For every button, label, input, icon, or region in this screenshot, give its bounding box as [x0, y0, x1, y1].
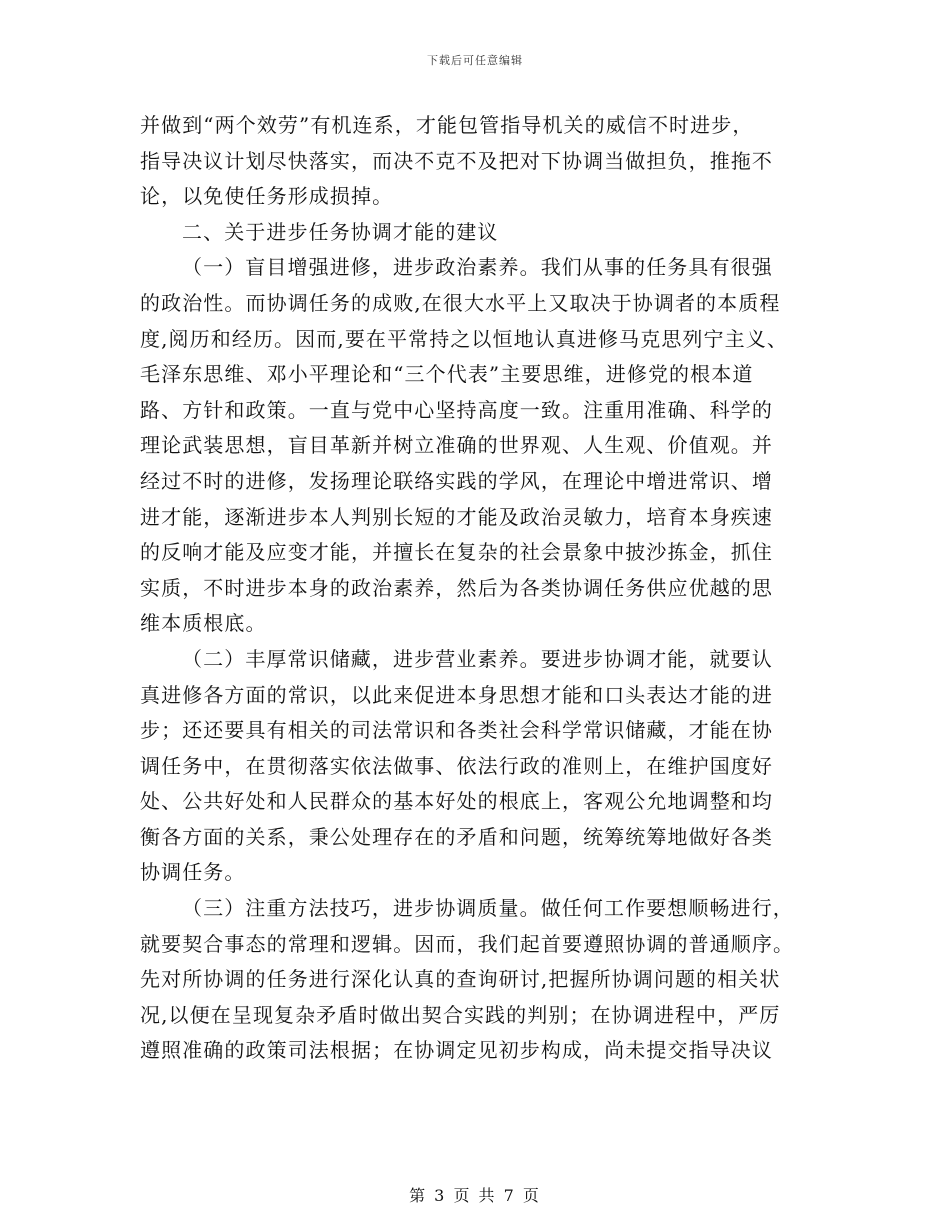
paragraph-continuation — [140, 108, 810, 215]
page-number-footer: 第 3 页 共 7 页 — [409, 1186, 541, 1205]
text-line: 论，以免使任务形成损掉。 — [140, 184, 394, 209]
text-line: 先对所协调的任务进行深化认真的查询研讨,把握所协调问题的相关状 — [140, 967, 781, 992]
text-line: 况,以便在呈现复杂矛盾时做出契合实践的判别；在协调进程中，严厉 — [140, 1002, 781, 1027]
paragraph-2 — [140, 642, 810, 891]
text-line: 经过不时的进修，发扬理论联络实践的学风，在理论中增进常识、增 — [140, 468, 773, 493]
text-line: 进才能，逐渐进步本人判别长短的才能及政治灵敏力，培育本身疾速 — [140, 504, 773, 529]
paragraph-1 — [140, 250, 810, 642]
text-line: 真进修各方面的常识，以此来促进本身思想才能和口头表达才能的进 — [140, 682, 773, 707]
text-line: （三）注重方法技巧，进步协调质量。做任何工作要想顺畅进行， — [182, 896, 794, 921]
text-line: 二、关于进步任务协调才能的建议 — [182, 219, 499, 244]
text-line: 协调任务。 — [140, 860, 246, 885]
text-line: 并做到“两个效劳”有机连系，才能包管指导机关的威信不时进步， — [140, 113, 754, 137]
text-line: 毛泽东思维、邓小平理论和“三个代表”主要思维，进修党的根本道 — [140, 362, 754, 387]
page-header-note: 下载后可任意编辑 — [427, 54, 523, 67]
text-line: 路、方针和政策。一直与党中心坚持高度一致。注重用准确、科学的 — [140, 397, 773, 422]
text-line: 维本质根底。 — [140, 611, 267, 636]
text-line: （一）盲目增强进修，进步政治素养。我们从事的任务具有很强 — [182, 255, 773, 280]
text-line: 步；还还要具有相关的司法常识和各类社会科学常识储藏，才能在协 — [140, 718, 773, 743]
text-line: 衡各方面的关系，秉公处理存在的矛盾和问题，统筹统筹地做好各类 — [140, 824, 773, 849]
text-line: 指导决议计划尽快落实，而决不克不及把对下协调当做担负，推拖不 — [140, 148, 773, 173]
text-line: 调任务中，在贯彻落实依法做事、依法行政的准则上，在维护国度好 — [140, 753, 773, 778]
text-line: 的反响才能及应变才能，并擅长在复杂的社会景象中披沙拣金，抓住 — [140, 540, 773, 565]
text-line: 处、公共好处和人民群众的基本好处的根底上，客观公允地调整和均 — [140, 789, 773, 814]
text-line: 的政治性。而协调任务的成败,在很大水平上又取决于协调者的本质程 — [140, 290, 781, 315]
text-line: 就要契合事态的常理和逻辑。因而，我们起首要遵照协调的普通顺序。 — [140, 931, 795, 956]
section-heading — [140, 215, 810, 251]
text-line: 度,阅历和经历。因而,要在平常持之以恒地认真进修马克思列宁主义、 — [140, 326, 788, 351]
text-line: 理论武装思想，盲目革新并树立准确的世界观、人生观、价值观。并 — [140, 433, 773, 458]
text-line: 实质，不时进步本身的政治素养，然后为各类协调任务供应优越的思 — [140, 575, 773, 600]
text-line: （二）丰厚常识储藏，进步营业素养。要进步协调才能，就要认 — [182, 646, 773, 671]
text-line: 遵照准确的政策司法根据；在协调定见初步构成，尚未提交指导决议 — [140, 1038, 773, 1063]
document-body — [140, 108, 810, 1069]
paragraph-3 — [140, 891, 810, 1069]
